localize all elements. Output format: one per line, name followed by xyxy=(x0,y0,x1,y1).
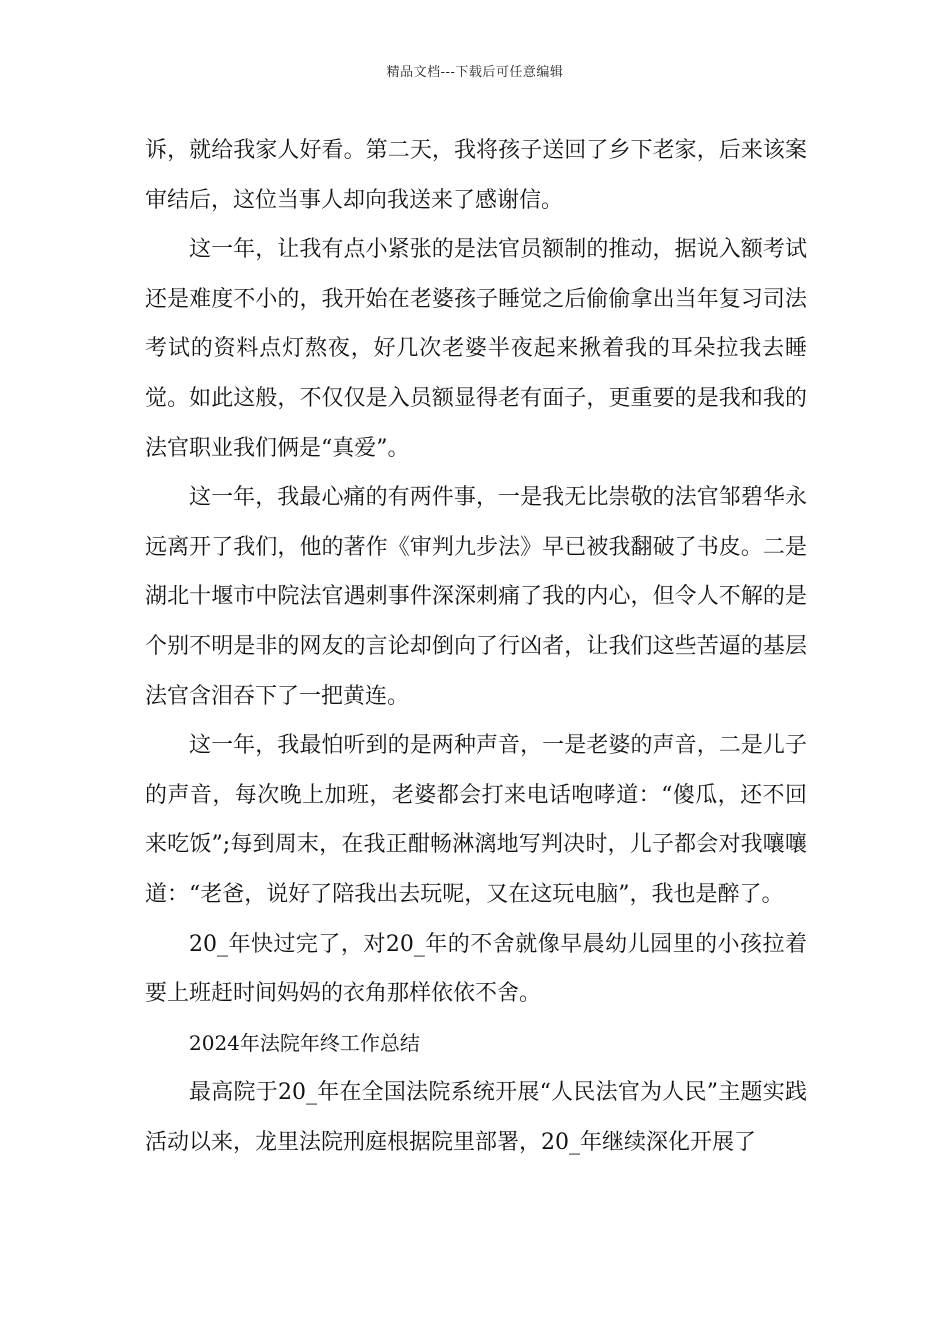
document-body xyxy=(145,126,807,1167)
paragraph-farewell: 20_年快过完了，对20_年的不舍就像早晨幼儿园里的小孩拉着要上班赶时间妈妈的衣角那样依依不舍。 xyxy=(145,931,807,1007)
paragraph-voices: 这一年，我最怕听到的是两种声音，一是老婆的声音，二是儿子的声音，每次晚上加班，老婆都会打来电话咆哮道：“傻瓜，还不回来吃饭”;每到周末，在我正酣畅淋漓地写判决时，儿子都会对我嚷嚷道：“老爸，说好了陪我出去玩呢，又在这玩电脑”，我也是醉了。 xyxy=(145,733,807,907)
paragraph-exam: 这一年，让我有点小紧张的是法官员额制的推动，据说入额考试还是难度不小的，我开始在老婆孩子睡觉之后偷偷拿出当年复习司法考试的资料点灯熬夜，好几次老婆半夜起来揪着我的耳朵拉我去睡觉。如此这般，不仅仅是入员额显得老有面子，更重要的是我和我的法官职业我们俩是“真爱”。 xyxy=(145,237,807,461)
paragraph-summary-intro: 最高院于20_年在全国法院系统开展“人民法官为人民”主题实践活动以来，龙里法院刑庭根据院里部署，20_年继续深化开展了 xyxy=(145,1080,807,1155)
paragraph-heartache: 这一年，我最心痛的有两件事，一是我无比崇敬的法官邹碧华永远离开了我们，他的著作《审判九步法》早已被我翻破了书皮。二是湖北十堰市中院法官遇刺事件深深刺痛了我的内心，但令人不解的是个别不明是非的网友的言论却倒向了行凶者，让我们这些苦逼的基层法官含泪吞下了一把黄连。 xyxy=(145,485,807,709)
page-header: 精品文档---下载后可任意编辑 xyxy=(386,65,564,80)
paragraph-continuation: 诉，就给我家人好看。第二天，我将孩子送回了乡下老家，后来该案审结后，这位当事人却向我送来了感谢信。 xyxy=(145,138,807,213)
section-title: 2024年法院年终工作总结 xyxy=(189,1030,420,1055)
